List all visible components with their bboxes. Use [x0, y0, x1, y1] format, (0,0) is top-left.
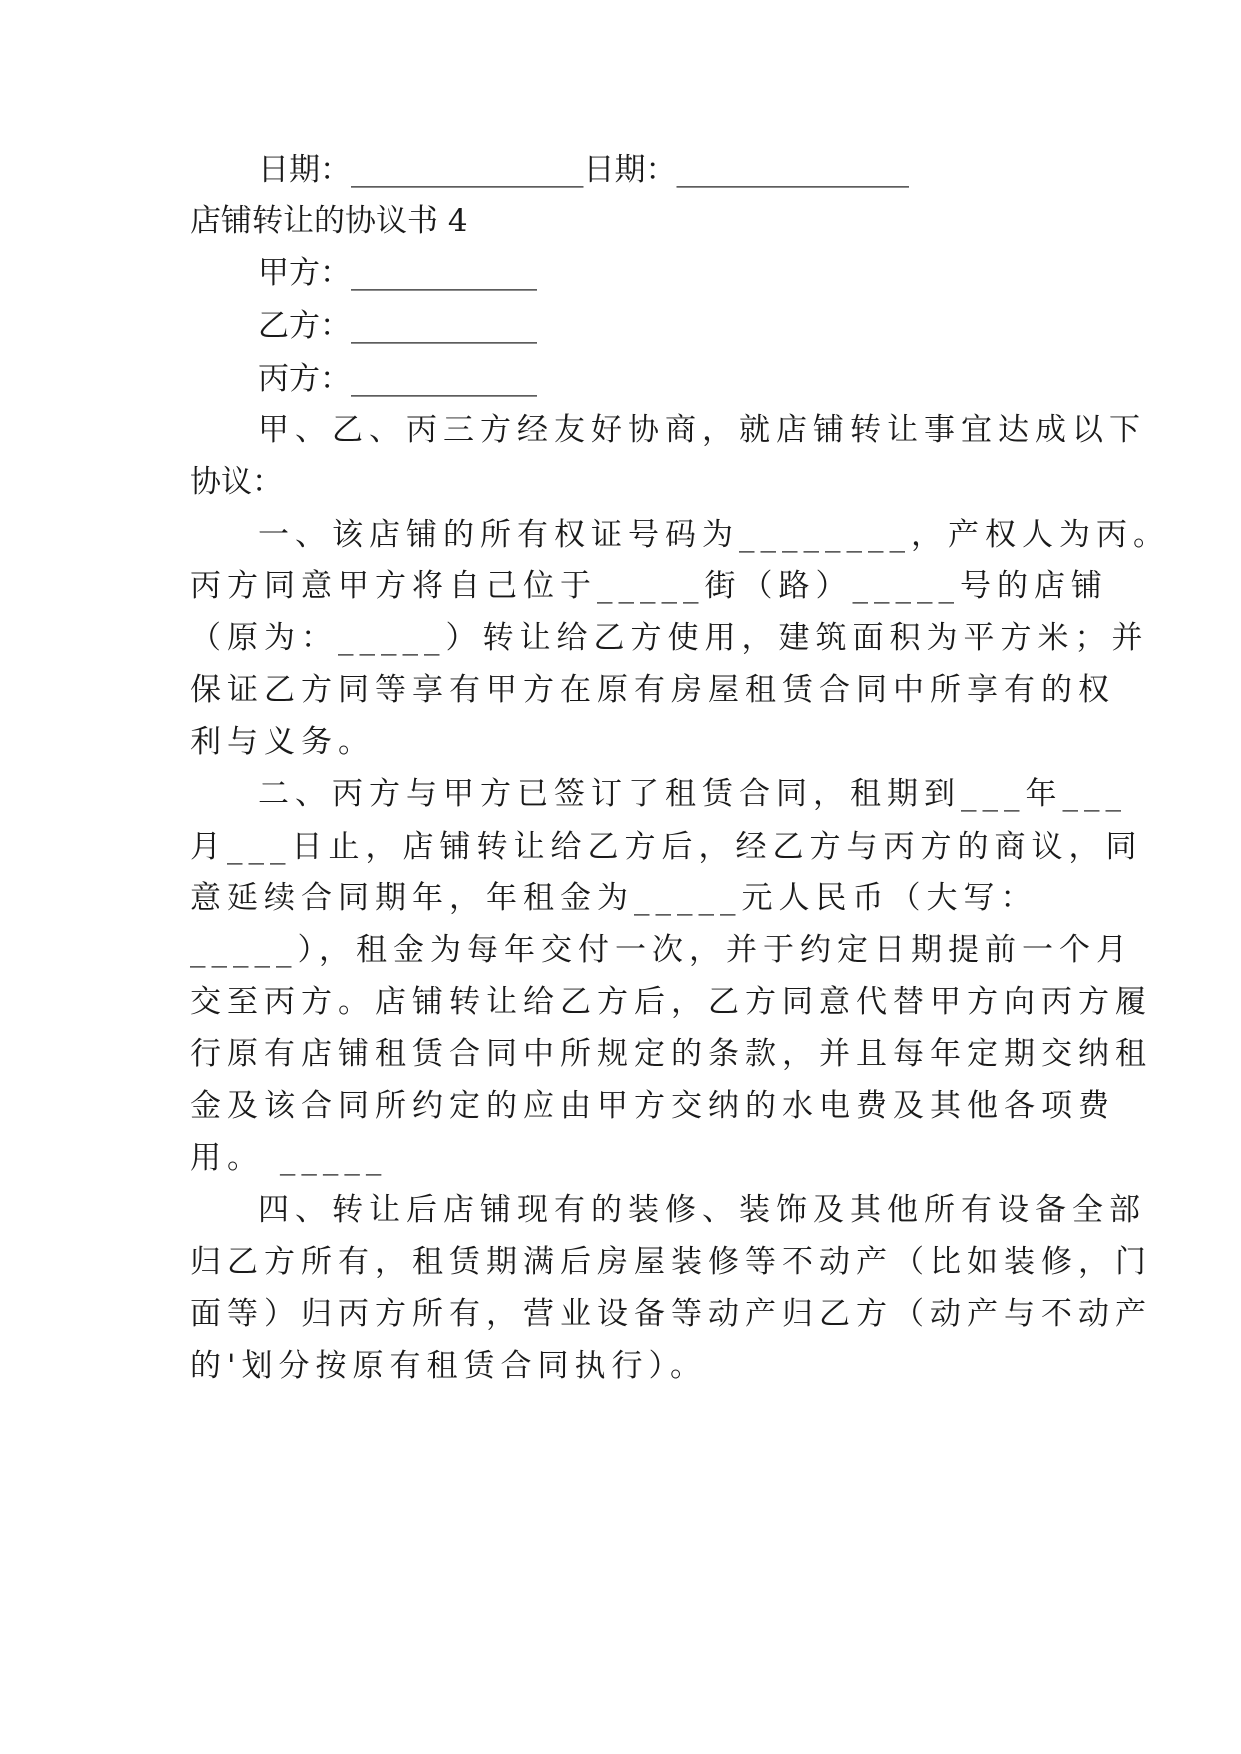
party-a-line: 甲方：____________	[258, 255, 537, 291]
clause-2-line-7: 金及该合同所约定的应由甲方交纳的水电费及其他各项费	[190, 1088, 1115, 1124]
signature-date-line: 日期：_______________日期：_______________	[258, 152, 909, 188]
clause-4-line-2: 归乙方所有，租赁期满后房屋装修等不动产（比如装修，门	[190, 1244, 1152, 1280]
clause-2-line-6: 行原有店铺租赁合同中所规定的条款，并且每年定期交纳租	[190, 1036, 1152, 1072]
clause-1-line-3: （原为：_____）转让给乙方使用，建筑面积为平方米；并	[190, 620, 1149, 656]
clause-4-line-1: 四、转让后店铺现有的装修、装饰及其他所有设备全部	[258, 1192, 1146, 1228]
clause-1-line-4: 保证乙方同等享有甲方在原有房屋租赁合同中所享有的权	[190, 672, 1115, 708]
document-title: 店铺转让的协议书 4	[190, 203, 468, 239]
clause-2-line-8: 用。 _____	[190, 1140, 388, 1176]
clause-1-line-5: 利与义务。	[190, 724, 375, 760]
preamble-line-1: 甲、乙、丙三方经友好协商，就店铺转让事宜达成以下	[258, 412, 1146, 448]
clause-2-line-5: 交至丙方。店铺转让给乙方后，乙方同意代替甲方向丙方履	[190, 984, 1152, 1020]
clause-1-line-1: 一、该店铺的所有权证号码为________，产权人为丙。	[258, 517, 1170, 553]
preamble-line-2: 协议：	[190, 464, 283, 500]
clause-4-line-3: 面等）归丙方所有，营业设备等动产归乙方（动产与不动产	[190, 1296, 1152, 1332]
clause-2-line-2: 月___日止，店铺转让给乙方后，经乙方与丙方的商议，同	[190, 829, 1143, 865]
party-b-line: 乙方：____________	[258, 308, 537, 344]
party-c-line: 丙方：____________	[258, 361, 537, 397]
clause-4-line-4: 的'划分按原有租赁合同执行）。	[190, 1348, 708, 1384]
clause-2-line-3: 意延续合同期年，年租金为_____元人民币（大写：	[190, 880, 1038, 916]
clause-2-line-1: 二、丙方与甲方已签订了租赁合同，租期到___年___	[258, 776, 1127, 812]
clause-1-line-2: 丙方同意甲方将自己位于_____街（路）_____号的店铺	[190, 568, 1108, 604]
clause-2-line-4: _____），租金为每年交付一次，并于约定日期提前一个月	[190, 932, 1133, 968]
